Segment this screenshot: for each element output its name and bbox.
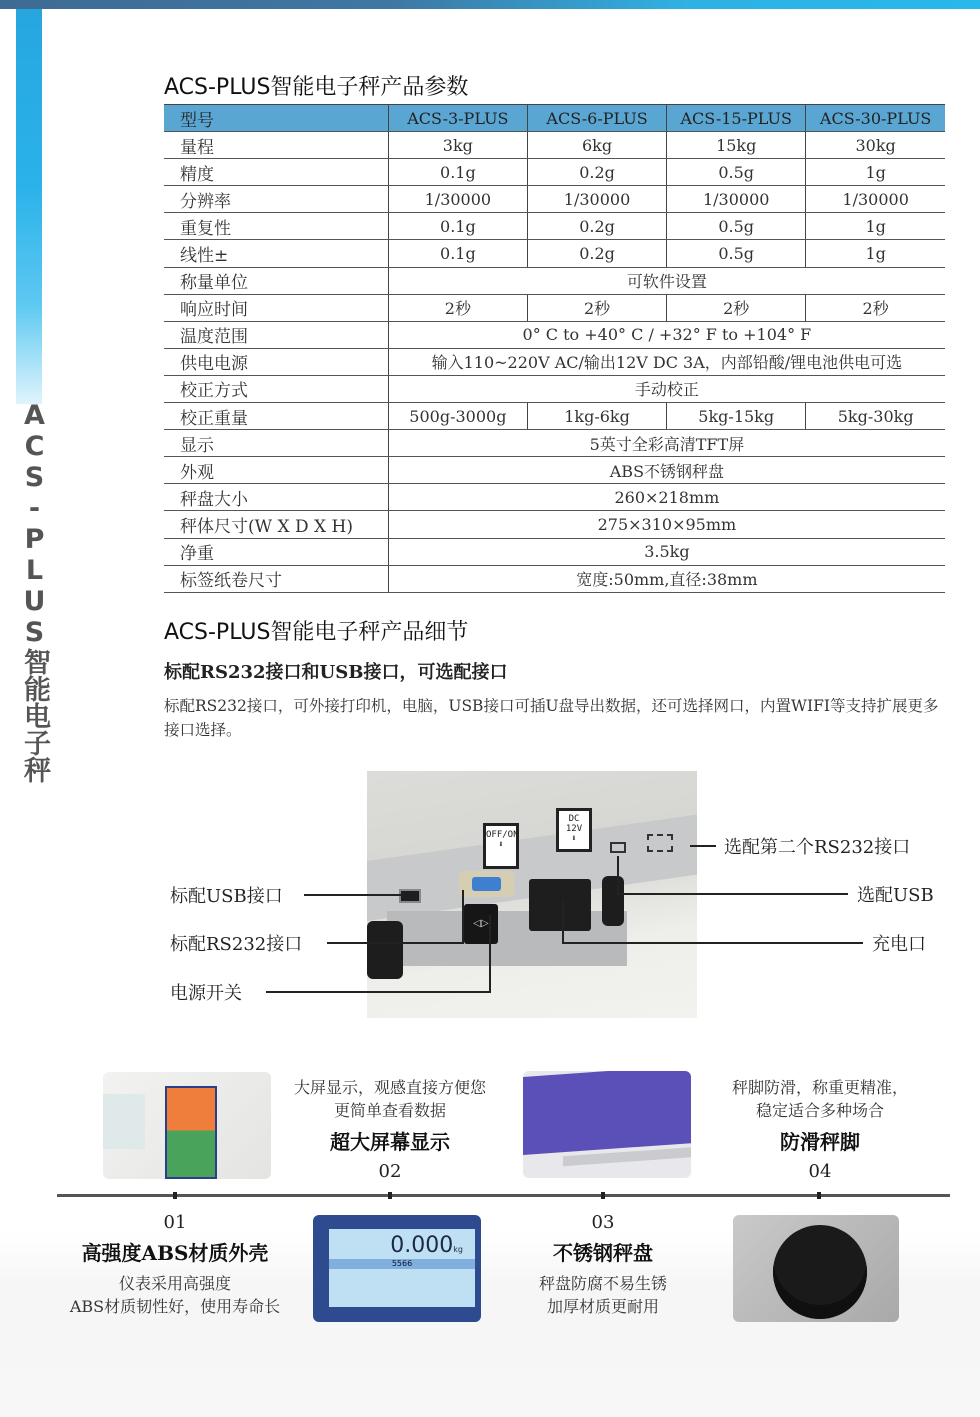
table-row	[164, 159, 945, 186]
span-cell: 5英寸全彩高清TFT屏	[388, 430, 945, 457]
table-row	[164, 457, 945, 484]
cell: 3kg	[388, 132, 527, 159]
row-label: 精度	[164, 159, 388, 186]
row-label: 量程	[164, 132, 388, 159]
span-cell: ABS不锈钢秤盘	[388, 457, 945, 484]
feature-desc: 秤脚防滑，称重更精准，	[731, 1078, 908, 1097]
callout-line	[327, 942, 463, 944]
cell: 0.2g	[527, 213, 666, 240]
row-label: 外观	[164, 457, 388, 484]
timeline-tick	[817, 1192, 821, 1199]
callout-line	[562, 900, 564, 944]
row-label: 秤盘大小	[164, 484, 388, 511]
row-label: 校正重量	[164, 403, 388, 430]
table-row	[164, 267, 945, 294]
cell: 1/30000	[667, 186, 806, 213]
sticker-label: DC 12V	[565, 814, 583, 834]
cell: 2秒	[667, 294, 806, 321]
table-row	[164, 132, 945, 159]
callout-rs232-standard: 标配RS232接口	[170, 934, 303, 955]
cell: 1g	[806, 159, 945, 186]
table-row	[164, 565, 945, 592]
table-row	[164, 375, 945, 402]
screen-code: 5566	[329, 1259, 475, 1269]
pan-thumbnail	[523, 1071, 691, 1178]
feature-title: 超大屏幕显示	[330, 1130, 450, 1154]
callout-charge-port: 充电口	[872, 934, 926, 955]
cell: 2秒	[388, 294, 527, 321]
row-label: 称量单位	[164, 267, 388, 294]
header-cell-model: 型号	[164, 105, 388, 132]
params-section-title: ACS-PLUS智能电子秤产品参数	[164, 75, 469, 100]
cell: 0.2g	[527, 240, 666, 267]
table-row	[164, 430, 945, 457]
row-label: 供电电源	[164, 348, 388, 375]
foot-icon	[367, 921, 403, 979]
power-switch-icon: ◁▷	[464, 904, 498, 944]
feature-number: 01	[163, 1212, 187, 1233]
optional-rs232-outline	[647, 834, 673, 852]
callout-usb-optional: 选配USB	[857, 885, 934, 906]
span-cell: 0° C to +40° C / +32° F to +104° F	[388, 321, 945, 348]
usb-port-icon	[399, 889, 421, 903]
callout-line	[266, 991, 491, 993]
keypad-icon	[165, 1086, 217, 1179]
cell: 2秒	[806, 294, 945, 321]
callout-line	[462, 890, 464, 944]
callout-usb-standard: 标配USB接口	[170, 886, 283, 907]
feature-title: 不锈钢秤盘	[553, 1241, 653, 1265]
timeline-tick	[601, 1192, 605, 1199]
feature-title: 防滑秤脚	[780, 1130, 860, 1154]
feature-desc: 更简单查看数据	[333, 1101, 446, 1120]
cell: 5kg-30kg	[806, 403, 945, 430]
cell: 500g-3000g	[388, 403, 527, 430]
table-header-row	[164, 105, 945, 132]
callout-line	[304, 894, 404, 896]
table-row	[164, 321, 945, 348]
row-label: 重复性	[164, 213, 388, 240]
table-row	[164, 484, 945, 511]
feature-04	[700, 1076, 940, 1182]
table-row	[164, 240, 945, 267]
feature-01	[45, 1212, 305, 1318]
pan-surface-icon	[523, 1071, 691, 1156]
cell: 0.5g	[667, 159, 806, 186]
cell: 1/30000	[388, 186, 527, 213]
callout-rs232-optional: 选配第二个RS232接口	[724, 837, 911, 858]
feature-desc: 秤盘防腐不易生锈	[538, 1274, 667, 1293]
row-label: 响应时间	[164, 294, 388, 321]
foot-thumbnail	[733, 1215, 899, 1322]
feature-number: 03	[591, 1212, 615, 1233]
row-label: 标签纸卷尺寸	[164, 565, 388, 592]
span-cell: 输入110~220V AC/输出12V DC 3A，内部铅酸/锂电池供电可选	[388, 348, 945, 375]
header-cell: ACS-15-PLUS	[667, 105, 806, 132]
row-label: 显示	[164, 430, 388, 457]
span-cell: 可软件设置	[388, 267, 945, 294]
span-cell: 3.5kg	[388, 538, 945, 565]
callout-power-switch: 电源开关	[170, 983, 242, 1004]
table-row	[164, 348, 945, 375]
header-cell: ACS-30-PLUS	[806, 105, 945, 132]
table-row	[164, 538, 945, 565]
side-accent-bar	[16, 9, 42, 404]
details-subheading: 标配RS232接口和USB接口，可选配接口	[164, 662, 508, 683]
header-cell: ACS-6-PLUS	[527, 105, 666, 132]
cell: 2秒	[527, 294, 666, 321]
table-row	[164, 294, 945, 321]
cell: 0.2g	[527, 159, 666, 186]
callout-line	[618, 893, 848, 895]
details-description: 标配RS232接口，可外接打印机，电脑，USB接口可插U盘导出数据，还可选择网口，内置WIFI等支持扩展更多接口选择。	[164, 697, 939, 739]
feature-desc: 加厚材质更耐用	[546, 1297, 659, 1316]
rs232-port-icon	[459, 871, 514, 897]
feature-desc: 仪表采用高强度	[118, 1274, 231, 1293]
screen-unit: kg	[453, 1245, 463, 1254]
screen-weight: 0.000	[390, 1233, 454, 1258]
table-row	[164, 511, 945, 538]
feature-desc: 大屏显示，观感直接方便您	[293, 1078, 486, 1097]
side-vertical-title: ACS-PLUS智能电子秤	[19, 400, 50, 783]
cell: 1/30000	[806, 186, 945, 213]
row-label: 校正方式	[164, 375, 388, 402]
cell: 1kg-6kg	[527, 403, 666, 430]
rubber-foot-icon	[773, 1225, 867, 1319]
span-cell: 275×310×95mm	[388, 511, 945, 538]
table-row	[164, 403, 945, 430]
table-row	[164, 213, 945, 240]
foot-icon	[602, 876, 624, 926]
sticker-label: OFF/ON	[486, 830, 519, 840]
top-accent-bar	[0, 0, 980, 9]
callout-line	[563, 942, 863, 944]
cell: 1g	[806, 213, 945, 240]
row-label: 温度范围	[164, 321, 388, 348]
row-label: 净重	[164, 538, 388, 565]
cell: 6kg	[527, 132, 666, 159]
cell: 0.1g	[388, 213, 527, 240]
feature-02	[270, 1076, 510, 1182]
details-section-title: ACS-PLUS智能电子秤产品细节	[164, 620, 469, 645]
span-cell: 手动校正	[388, 375, 945, 402]
cell: 0.1g	[388, 159, 527, 186]
row-label: 秤体尺寸(W X D X H)	[164, 511, 388, 538]
feature-number: 02	[378, 1161, 402, 1182]
cell: 0.5g	[667, 213, 806, 240]
cell: 15kg	[667, 132, 806, 159]
cell: 30kg	[806, 132, 945, 159]
spec-table	[164, 104, 945, 593]
timeline-tick	[388, 1192, 392, 1199]
feature-desc: 稳定适合多种场合	[755, 1101, 884, 1120]
cell: 1g	[806, 240, 945, 267]
feature-title: 高强度ABS材质外壳	[81, 1241, 269, 1265]
feature-number: 04	[808, 1161, 832, 1182]
span-cell: 宽度:50mm,直径:38mm	[388, 565, 945, 592]
row-label: 线性±	[164, 240, 388, 267]
optional-usb-outline	[610, 842, 626, 853]
lcd-screen-icon	[329, 1229, 475, 1307]
span-cell: 260×218mm	[388, 484, 945, 511]
display-thumbnail	[313, 1215, 481, 1322]
feature-03	[483, 1212, 723, 1318]
printer-slot-icon	[103, 1094, 145, 1149]
cell: 1/30000	[527, 186, 666, 213]
table-row	[164, 186, 945, 213]
feature-desc: ABS材质韧性好，使用寿命长	[69, 1297, 281, 1316]
charge-port-icon	[529, 879, 591, 931]
header-cell: ACS-3-PLUS	[388, 105, 527, 132]
cell: 5kg-15kg	[667, 403, 806, 430]
callout-line	[617, 856, 619, 895]
power-sticker: OFF/ON ⬇	[483, 823, 519, 869]
dc-sticker: DC 12V ⬇	[556, 808, 592, 852]
scale-lower-panel	[387, 911, 627, 966]
cell: 0.1g	[388, 240, 527, 267]
keypad-thumbnail	[103, 1072, 271, 1179]
callout-line	[489, 915, 491, 993]
row-label: 分辨率	[164, 186, 388, 213]
cell: 0.5g	[667, 240, 806, 267]
callout-line	[690, 845, 716, 847]
timeline-tick	[173, 1192, 177, 1199]
